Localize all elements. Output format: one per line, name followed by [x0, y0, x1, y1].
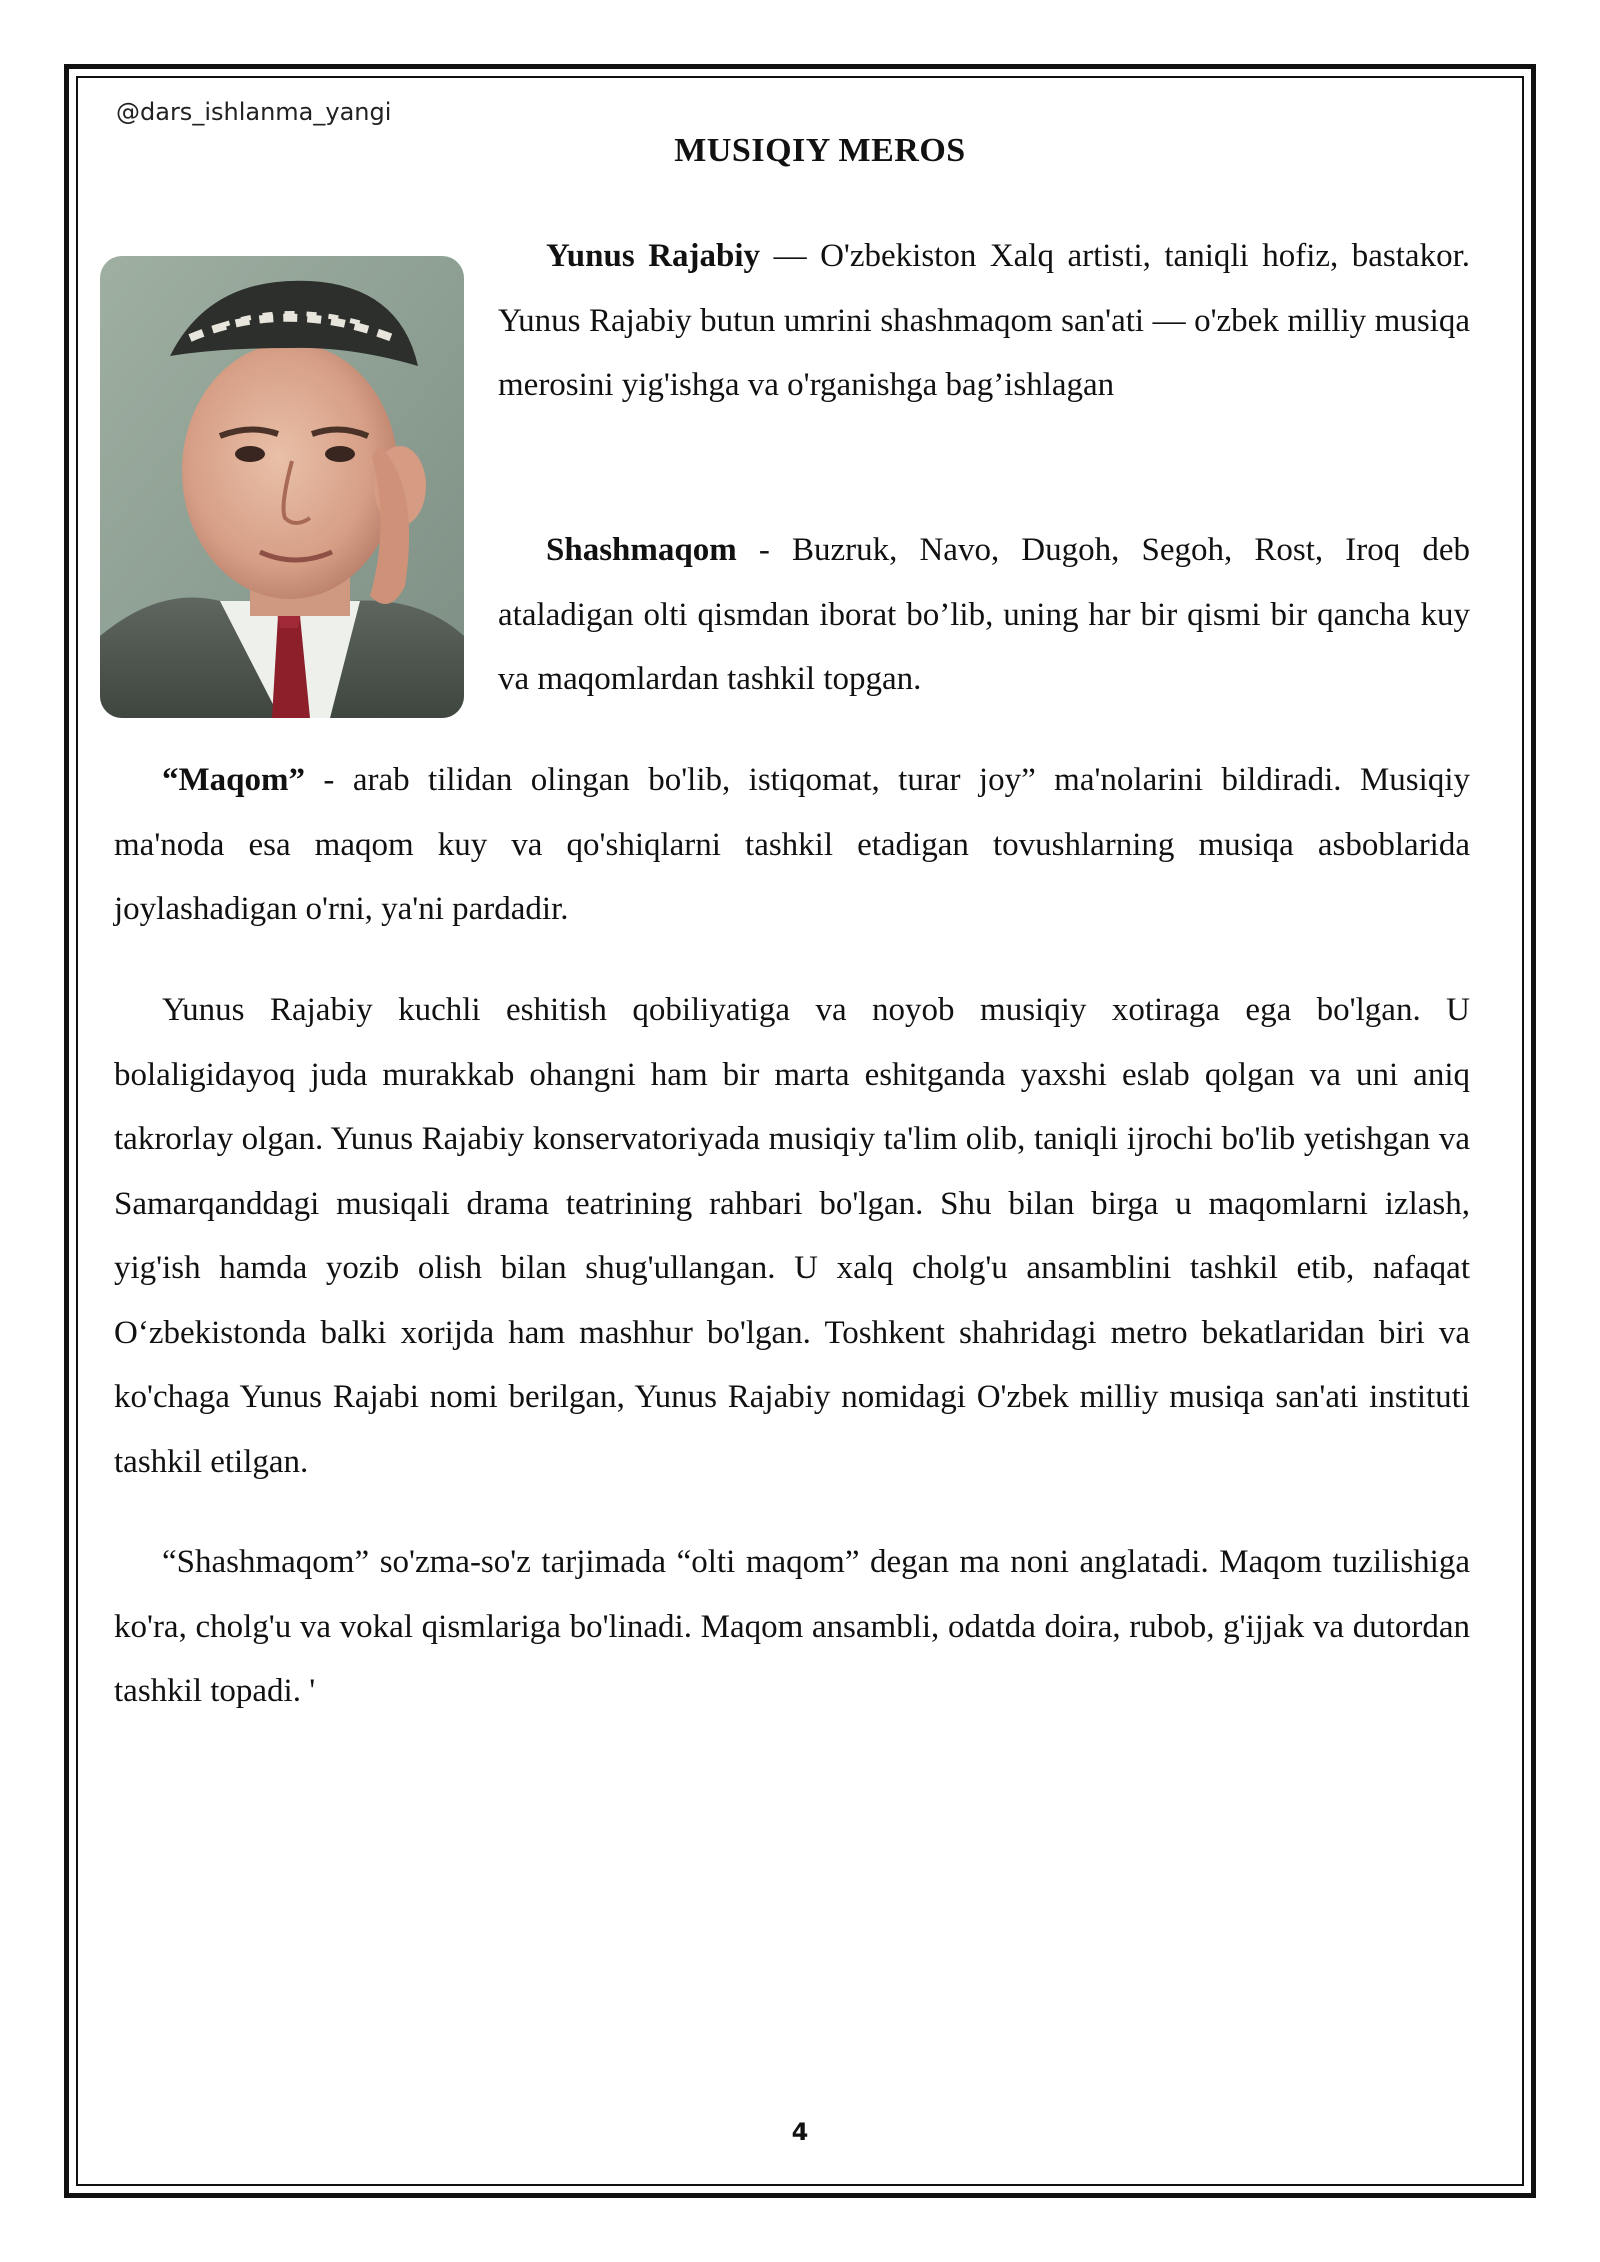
page-title: MUSIQIY MEROS — [674, 132, 966, 169]
biography-paragraph: Yunus Rajabiy kuchli eshitish qobiliyatiga va noyob musiqiy xotiraga ega bo'lgan. U bolaligidayoq juda murakkab ohangni ham bir marta eshitganda yaxshi eslab qolgan va uni aniq takrorlay olgan. Yunus Rajabiy konservatoriyada musiqiy ta'lim olib, taniqli ijrochi bo'lib yetishgan va Samarqanddagi musiqali drama teatrining rahbari bo'lgan. Shu bilan birga u maqomlarni izlash, yig'ish hamda yozib olish bilan shug'ullangan. U xalq cholg'u ansamblini tashkil etib, nafaqat O‘zbekistonda balki xorijda ham mashhur bo'lgan. Toshkent shahridagi metro bekatlaridan biri va ko'chaga Yunus Rajabi nomi berilgan, Yunus Rajabiy nomidagi O'zbek milliy musiqa san'ati instituti tashkil etilgan. — [114, 992, 1470, 1480]
maqom-definition-text: - arab tilidan olingan bo'lib, istiqomat, turar joy” ma'nolarini bildiradi. Musiqiy ma'noda esa maqom kuy va qo'shiqlarni tashkil etadigan tovushlarning musiqa asboblarida joylashadigan o'rni, ya'ni pardadir. — [114, 762, 1470, 927]
shashmaqom-meaning-paragraph: “Shashmaqom” so'zma-so'z tarjimada “olti maqom” degan ma noni anglatadi. Maqom tuzilishiga ko'ra, cholg'u va vokal qismlariga bo'linadi. Maqom ansambli, odatda doira, rubob, g'ijjak va dutordan tashkil topadi. ' — [114, 1544, 1470, 1709]
intro-paragraph — [498, 224, 1470, 418]
portrait-photo — [100, 256, 464, 718]
shashmaqom-term: Shashmaqom — [546, 532, 737, 568]
maqom-term: “Maqom” — [162, 762, 305, 798]
intro-text: — O'zbekiston Xalq artisti, taniqli hofiz, bastakor. Yunus Rajabiy butun umrini shashmaqom san'ati — o'zbek milliy musiqa merosini yig'ishga va o'rganishga bag’ishlagan — [498, 238, 1471, 403]
channel-handle: @dars_ishlanma_yangi — [116, 98, 392, 126]
page-number: 4 — [791, 2118, 809, 2146]
person-name: Yunus Rajabiy — [546, 238, 761, 274]
shashmaqom-definition-text: - Buzruk, Navo, Dugoh, Segoh, Rost, Iroq deb ataladigan olti qismdan iborat bo’lib, uning har bir qismi bir qancha kuy va maqomlardan tashkil topgan. — [498, 532, 1470, 697]
maqom-definition — [114, 748, 1470, 942]
shashmaqom-definition — [498, 518, 1470, 712]
